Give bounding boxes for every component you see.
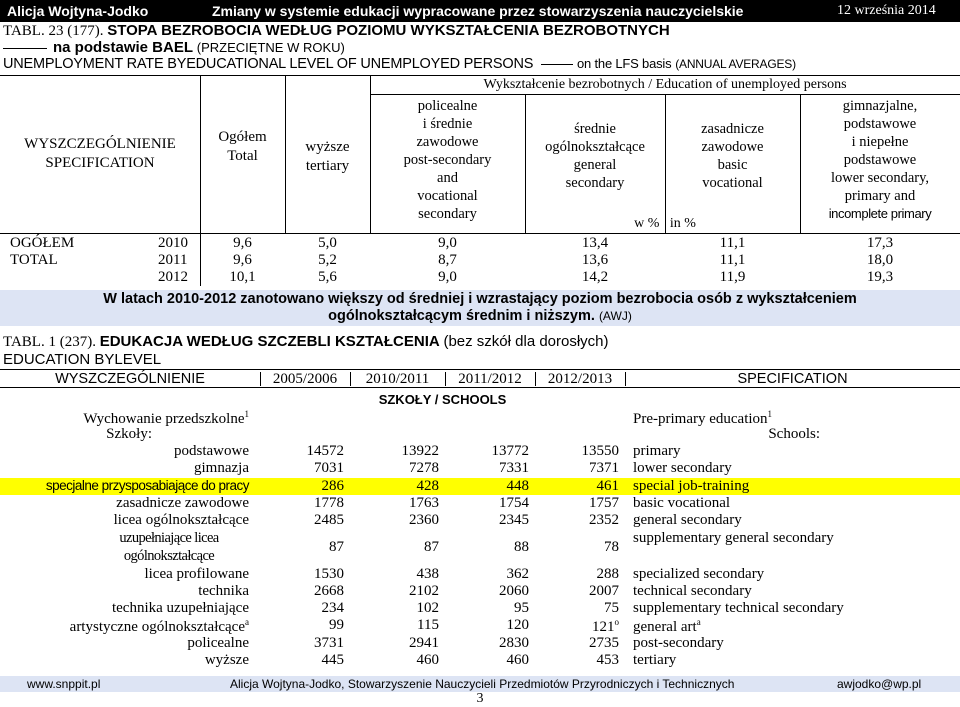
col-spec-pl: WYSZCZEGÓLNIENIE [24, 136, 176, 152]
cell-value [445, 600, 529, 617]
row-label-en [633, 652, 676, 669]
cell-value [260, 617, 344, 634]
row-label-en [633, 460, 732, 477]
cell-value-text: 2941 [409, 634, 439, 651]
row-pl-text: Wychowanie przedszkolne [83, 411, 245, 427]
cell-value [535, 495, 619, 512]
table-row [0, 235, 960, 253]
cell: 11,1 [719, 252, 746, 268]
footer-email: awjodko@wp.pl [837, 677, 922, 691]
row-en-text: special job-training [633, 477, 750, 494]
row-pl-text: podstawowe [174, 443, 249, 459]
row-label-en [633, 635, 724, 652]
table-row [0, 566, 960, 583]
cell-value-text: 13550 [581, 443, 619, 459]
cell-value [445, 617, 529, 634]
cell: 11,9 [719, 269, 746, 285]
col-post-line: vocational [417, 188, 478, 204]
row-pl-text: licea ogólnokształcące [113, 512, 249, 529]
cell-value [350, 566, 439, 583]
table-row [0, 652, 960, 669]
col-total-en: Total [227, 148, 258, 164]
header-date: 12 września 2014 [837, 3, 936, 18]
cell-value [445, 635, 529, 652]
header-separator [535, 372, 536, 386]
cell-value [260, 495, 344, 512]
cell-value [350, 600, 439, 617]
cell-value [535, 583, 619, 600]
cell-value-text: 438 [416, 565, 439, 582]
row-label-pl [0, 600, 249, 617]
row-pl-text: zasadnicze zawodowe [116, 494, 249, 511]
table-row [0, 252, 960, 270]
row-label-en [633, 478, 749, 495]
table2-title-pl: EDUKACJA WEDŁUG SZCZEBLI KSZTAŁCENIA [99, 333, 440, 350]
cell-value [260, 478, 344, 495]
table1-title-en: UNEMPLOYMENT RATE BYEDUCATIONAL LEVEL OF UNEMPLOYED PERSONS [3, 56, 534, 72]
year-header: 2010/2011 [365, 371, 430, 387]
dash [3, 48, 47, 49]
cell-value-text: 7371 [589, 460, 619, 477]
cell-value [535, 566, 619, 583]
row-en-text: supplementary technical secondary [633, 600, 844, 617]
cell-value-text: 2060 [499, 582, 529, 599]
note-line-2 [0, 308, 960, 325]
row-label-pl [0, 635, 249, 652]
note-text-2: ogólnokształcącym średnim i niższym. [328, 308, 595, 324]
cell: 19,3 [866, 269, 894, 285]
cell-sup: o [614, 617, 619, 628]
cell-value [445, 478, 529, 495]
cell-value [350, 617, 439, 634]
col-post-line: policealne [417, 98, 478, 114]
table1-col-lower [800, 97, 960, 223]
cell-value [260, 539, 344, 556]
row-label-en [633, 512, 742, 529]
cell-value [350, 495, 439, 512]
cell-value-text: 460 [506, 652, 529, 668]
row-label-en: Schools: [768, 426, 820, 442]
cell-value [535, 443, 619, 460]
row-label-en [633, 495, 730, 512]
col-gen-line: średnie [574, 121, 616, 137]
cell: 13,4 [581, 235, 609, 251]
table1-title-en-line [3, 56, 796, 72]
table-row [0, 478, 960, 495]
cell-value-text: 1757 [589, 494, 619, 511]
note-line-1: W latach 2010-2012 zanotowano większy od średniej i wzrastający poziom bezrobocia osób z wykształceniem [103, 291, 857, 307]
col-lower-line: lower secondary, [830, 170, 930, 186]
row-en-text: Pre-primary education [633, 411, 768, 427]
row-en-text: post-secondary [633, 634, 724, 651]
row-label-en [633, 566, 764, 583]
cell-value-text: 460 [416, 652, 439, 668]
cell-value [535, 617, 619, 636]
cell-value-text: 2007 [589, 582, 619, 599]
cell-value-text: 13772 [491, 443, 529, 459]
cell-value-text: 286 [321, 477, 344, 494]
header-separator [445, 372, 446, 386]
row-en-text: general secondary [633, 512, 742, 529]
row-en-text: lower secondary [633, 460, 732, 477]
cell-value-text: 2352 [589, 512, 619, 529]
cell-value-text: 461 [596, 477, 619, 494]
row-pl-line: ogólnokształcące [123, 547, 215, 564]
table1-title [3, 22, 670, 40]
page-number: 3 [476, 691, 484, 706]
cell-value [535, 652, 619, 669]
note-author: (AWJ) [598, 309, 632, 323]
row-label-pl [0, 443, 249, 460]
row-label-pl [0, 583, 249, 600]
table-row [0, 460, 960, 477]
cell-value-text: 1754 [499, 494, 529, 511]
cell-value [350, 460, 439, 477]
cell-value-text: 2102 [409, 582, 439, 599]
row-sup: 1 [244, 409, 249, 419]
row-label-en [633, 600, 844, 617]
col-spec-en: SPECIFICATION [45, 155, 155, 171]
col-lower-line: i niepełne [851, 134, 909, 150]
col-gen-line: secondary [565, 175, 625, 191]
table-row [0, 583, 960, 600]
cell-value [350, 478, 439, 495]
cell-value-text: 234 [321, 600, 344, 617]
cell-value [260, 443, 344, 460]
cell-value-text: 7331 [499, 460, 529, 477]
row-en-text: technical secondary [633, 582, 752, 599]
cell-value-text: 7031 [314, 460, 344, 477]
col-lower-line: podstawowe [843, 116, 917, 132]
cell-value-text: 288 [596, 565, 619, 582]
table1-col-spec [0, 135, 200, 173]
row-pl-line: uzupełniające licea [119, 529, 219, 546]
row-year: 2012 [158, 269, 188, 285]
table2-label: TABL. 1 (237). [3, 334, 96, 350]
row-label-pl [0, 617, 249, 636]
cell-value-text: 448 [506, 477, 529, 494]
cell-value [445, 652, 529, 669]
col-post-line: and [437, 170, 458, 186]
row-label-pl [0, 652, 249, 669]
table2-col-spec-pl: WYSZCZEGÓLNIENIE [55, 371, 205, 387]
table1-title-en-note2: (ANNUAL AVERAGES) [675, 57, 796, 71]
table1-title-en-note: on the LFS basis [577, 56, 672, 71]
header-author: Alicja Wojtyna-Jodko [7, 3, 149, 19]
cell: 11,1 [719, 235, 746, 251]
col-total-pl: Ogółem [218, 129, 267, 145]
table-row [0, 409, 960, 427]
col-lower-line: gimnazjalne, [842, 98, 918, 114]
row-label-en [633, 530, 834, 547]
cell-value [445, 495, 529, 512]
cell-value-text: 1530 [314, 565, 344, 582]
cell-value [535, 512, 619, 529]
table1-subtitle [3, 39, 345, 57]
table1-label: TABL. 23 (177). [3, 23, 104, 39]
cell: 5,6 [318, 269, 337, 285]
cell-value [445, 512, 529, 529]
cell-value-text: 2345 [499, 512, 529, 529]
cell: 9,6 [233, 235, 252, 251]
table2-title-en: EDUCATION BYLEVEL [3, 351, 162, 368]
table1-col-postsecondary [370, 97, 525, 223]
col-gen-line: general [573, 157, 617, 173]
cell-value-text: 445 [321, 652, 344, 668]
cell-value-text: 14572 [306, 443, 344, 459]
table1-title-pl: STOPA BEZROBOCIA WEDŁUG POZIOMU WYKSZTAŁCENIA BEZROBOTNYCH [107, 22, 670, 39]
cell: 8,7 [438, 252, 457, 268]
row-pl-text: gimnazja [194, 460, 249, 477]
cell: 5,2 [318, 252, 337, 268]
col-lower-line: incomplete primary [828, 206, 932, 221]
col-basic-line: vocational [702, 175, 763, 191]
row-en-text: supplementary general secondary [633, 529, 834, 546]
col-post-line: i średnie [422, 116, 473, 132]
header-title: Zmiany w systemie edukacji wypracowane przez stowarzyszenia nauczycielskie [212, 3, 744, 19]
cell-value [260, 460, 344, 477]
cell-value [445, 566, 529, 583]
table-row [0, 617, 960, 634]
row-label-pl [0, 512, 249, 529]
table-row [0, 269, 960, 287]
cell-value-text: 87 [424, 538, 439, 555]
row-en-text: general art [633, 619, 697, 636]
cell: 9,0 [438, 269, 457, 285]
cell-value [535, 460, 619, 477]
table2-title [3, 333, 609, 351]
row-en-sup: a [696, 617, 701, 628]
table-row [0, 600, 960, 617]
table1-subtitle-pl: na podstawie BAEL [53, 39, 194, 56]
row-label: OGÓŁEM [10, 235, 75, 251]
cell-value-text: 87 [329, 538, 344, 555]
cell-value [260, 512, 344, 529]
col-post-line: post-secondary [403, 152, 492, 168]
table1-subtitle-note: (PRZECIĘTNE W ROKU) [196, 40, 345, 55]
col-lower-line: primary and [844, 188, 916, 204]
cell-value [350, 635, 439, 652]
cell-value [350, 583, 439, 600]
cell-value-text: 95 [514, 600, 529, 617]
row-label-pl [0, 495, 249, 512]
row-sup: a [245, 617, 249, 628]
row-pl-text: licea profilowane [144, 565, 249, 582]
table-row [0, 426, 960, 444]
footer-org: Alicja Wojtyna-Jodko, Stowarzyszenie Nauczycieli Przedmiotów Przyrodniczych i Technicznych [230, 677, 735, 691]
document-header [0, 0, 960, 22]
footer-site: www.snppit.pl [27, 677, 101, 691]
row-year: 2011 [158, 252, 188, 268]
table1-col-general [525, 120, 665, 192]
cell-value [350, 539, 439, 556]
row-en-sup: 1 [767, 409, 773, 419]
row-pl-text: artystyczne ogólnokształcące [69, 619, 245, 636]
table2-top-rule [0, 369, 960, 370]
table1-header-rule [0, 233, 960, 234]
cell-value [445, 539, 529, 556]
row-label-pl: Szkoły: [106, 426, 152, 442]
col-post-line: secondary [418, 206, 477, 222]
cell-value [445, 460, 529, 477]
row-label-pl [0, 460, 249, 477]
row-en-text: specialized secondary [633, 565, 765, 582]
table-row [0, 530, 960, 566]
cell-value-text: 120 [506, 617, 529, 634]
table2-section-schools: SZKOŁY / SCHOOLS [378, 392, 507, 407]
row-label-pl [0, 478, 249, 493]
summary-note [0, 290, 960, 326]
table1-col-tertiary [285, 138, 370, 176]
cell-value [260, 583, 344, 600]
col-post-line: zawodowe [416, 134, 479, 150]
table1-top-rule [0, 75, 960, 76]
cell-value [260, 600, 344, 617]
row-label-pl [0, 566, 249, 583]
cell-value-text: 428 [416, 477, 439, 494]
table-row [0, 495, 960, 512]
col-basic-line: zasadnicze [701, 121, 764, 137]
cell-value [445, 583, 529, 600]
table2-title-note: (bez szkół dla dorosłych) [443, 333, 609, 350]
cell-value [445, 443, 529, 460]
row-pl-text: policealne [187, 634, 249, 651]
cell-value [350, 512, 439, 529]
table1-col-total [200, 128, 285, 166]
year-header: 2005/2006 [272, 371, 338, 387]
cell-value [260, 635, 344, 652]
cell-value-text: 2360 [409, 512, 439, 529]
row-pl-text: specjalne przysposabiające do pracy [45, 477, 249, 493]
cell-value-text: 88 [514, 538, 529, 555]
cell-value-text: 102 [416, 600, 439, 617]
cell-value [260, 652, 344, 669]
cell-value-text: 3731 [314, 634, 344, 651]
col-tert-pl: wyższe [305, 139, 350, 155]
cell: 17,3 [866, 235, 894, 251]
cell-value-text: 362 [506, 565, 529, 582]
row-label: TOTAL [10, 252, 58, 268]
row-label-en [633, 443, 680, 460]
col-lower-line: podstawowe [843, 152, 917, 168]
cell-value [350, 652, 439, 669]
table1-col-basic [665, 120, 800, 192]
cell-value [260, 566, 344, 583]
cell: 18,0 [866, 252, 894, 268]
row-en-text: tertiary [633, 652, 677, 668]
cell-value-text: 2668 [314, 582, 344, 599]
row-pl-text: wyższe [204, 652, 249, 668]
header-separator [625, 372, 626, 386]
year-header: 2012/2013 [547, 371, 613, 387]
year-header: 2011/2012 [458, 371, 522, 387]
cell: 9,6 [233, 252, 252, 268]
cell-value-text: 1778 [314, 494, 344, 511]
cell-value-text: 2735 [589, 634, 619, 651]
table2-col-spec-en: SPECIFICATION [737, 371, 848, 387]
table1-group-header: Wykształcenie bezrobotnych / Education of unemployed persons [483, 77, 847, 92]
dash [541, 64, 573, 65]
table-row [0, 512, 960, 529]
cell-value [350, 443, 439, 460]
row-year: 2010 [158, 235, 188, 251]
cell-value [535, 539, 619, 556]
header-separator [350, 372, 351, 386]
cell-value-text: 75 [604, 600, 619, 617]
cell-value-text: 1763 [409, 494, 439, 511]
row-pl-text: technika uzupełniające [111, 600, 249, 617]
cell-value-text: 121 [592, 619, 615, 636]
cell: 5,0 [318, 235, 337, 251]
cell-value-text: 13922 [401, 443, 439, 459]
col-basic-line: basic [717, 157, 748, 173]
table1-unit: w % in % [634, 216, 696, 231]
cell-value [535, 635, 619, 652]
cell-value-text: 99 [329, 617, 344, 634]
row-en-text: primary [633, 443, 681, 459]
cell-value [535, 600, 619, 617]
cell: 10,1 [229, 269, 256, 285]
cell: 14,2 [581, 269, 609, 285]
row-label-en [633, 583, 752, 600]
cell-value-text: 2485 [314, 512, 344, 529]
header-separator [260, 372, 261, 386]
row-label-en [633, 617, 701, 636]
row-en-text: basic vocational [633, 494, 731, 511]
col-gen-line: ogólnokształcące [545, 139, 645, 155]
cell-value-text: 115 [417, 617, 439, 634]
cell: 13,6 [581, 252, 609, 268]
table-row [0, 443, 960, 460]
cell: 9,0 [438, 235, 457, 251]
col-basic-line: zawodowe [701, 139, 764, 155]
cell-value [535, 478, 619, 495]
cell-value-text: 453 [596, 652, 619, 668]
col-tert-en: tertiary [305, 158, 350, 174]
cell-value-text: 78 [604, 538, 619, 555]
page-footer [0, 676, 960, 692]
row-pl-text: technika [198, 582, 249, 599]
cell-value-text: 7278 [409, 460, 439, 477]
table-row [0, 635, 960, 652]
cell-value-text: 2830 [499, 634, 529, 651]
